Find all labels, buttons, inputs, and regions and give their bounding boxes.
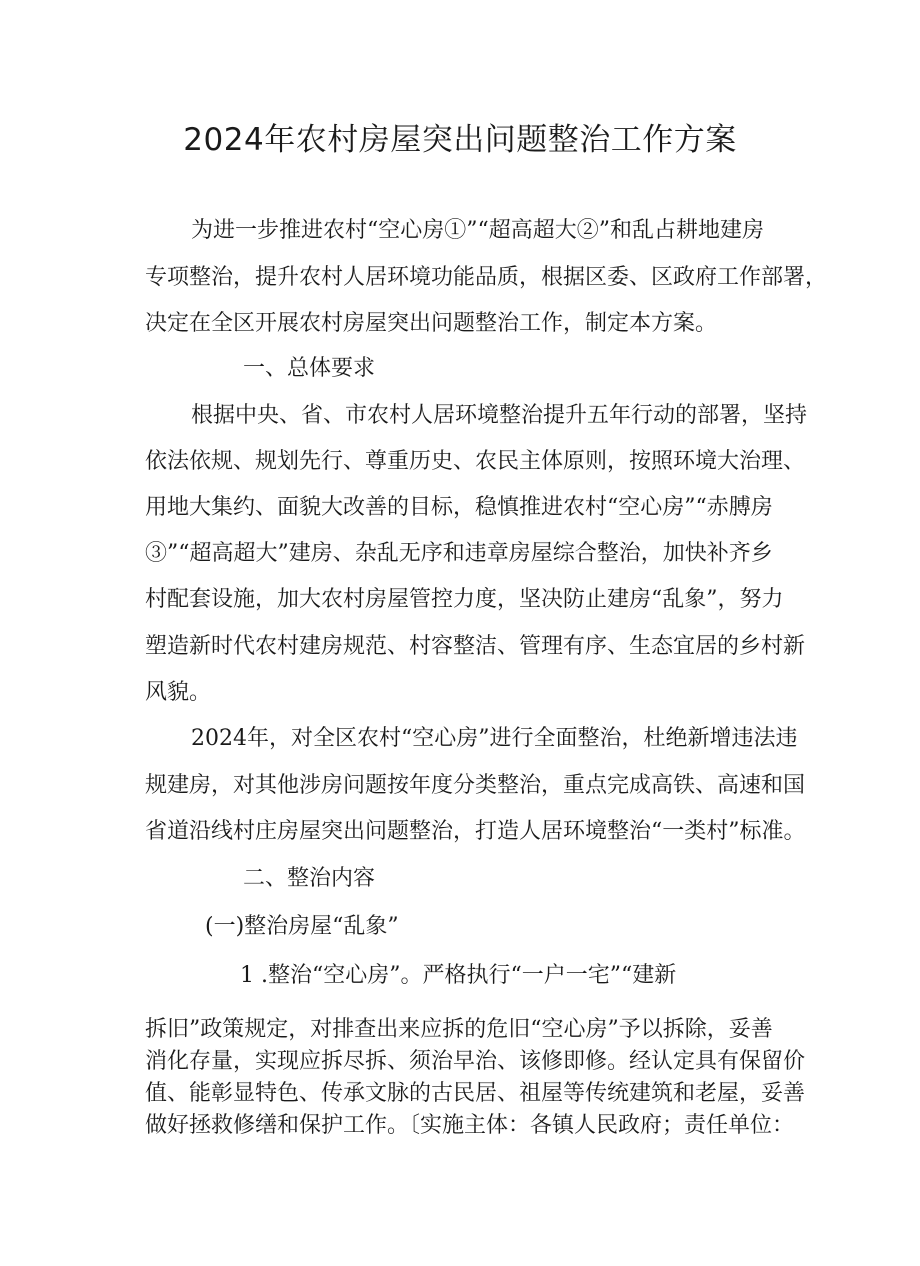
section-1-para-2-line-3: 省道沿线村庄房屋突出问题整治，打造人居环境整治“一类村”标准。 [145, 819, 806, 844]
document-title: 2024年农村房屋突出问题整治工作方案 [183, 122, 737, 158]
section-1-para-2-line-2: 规建房，对其他涉房问题按年度分类整治，重点完成高铁、高速和国 [145, 773, 806, 798]
section-1-para-1-line-4: ③”“超高超大”建房、杂乱无序和违章房屋综合整治，加快补齐乡 [145, 541, 773, 566]
section-1-para-1-line-3: 用地大集约、面貌大改善的目标，稳慎推进农村“空心房”“赤膊房 [145, 495, 773, 520]
section-1-para-1-line-7: 风貌。 [145, 680, 212, 705]
section-1-para-1-line-1: 根据中央、省、市农村人居环境整治提升五年行动的部署，坚持 [191, 403, 808, 428]
section-1-heading: 一、总体要求 [243, 356, 376, 381]
item-1-heading: 1 .整治“空心房”。严格执行“一户一宅”“建新 [240, 963, 677, 988]
intro-line-2: 专项整治，提升农村人居环境功能品质，根据区委、区政府工作部署， [145, 265, 828, 290]
section-1-para-1-line-2: 依法依规、规划先行、尊重历史、农民主体原则，按照环境大治理、 [145, 449, 806, 474]
intro-line-3: 决定在全区开展农村房屋突出问题整治工作，制定本方案。 [145, 311, 718, 336]
section-1-para-1-line-6: 塑造新时代农村建房规范、村容整洁、管理有序、生态宜居的乡村新 [145, 634, 806, 659]
section-1-para-1-line-5: 村配套设施，加大农村房屋管控力度，坚决防止建房“乱象”，努力 [145, 587, 784, 612]
item-1-body-line-1: 拆旧”政策规定，对排查出来应拆的危旧“空心房”予以拆除，妥善 [145, 1017, 773, 1042]
subsection-1-heading: (一)整治房屋“乱象” [205, 914, 399, 939]
intro-line-1: 为进一步推进农村“空心房①”“超高超大②”和乱占耕地建房 [191, 218, 764, 243]
section-1-para-2-line-1: 2024年，对全区农村“空心房”进行全面整治，杜绝新增违法违 [191, 726, 798, 751]
item-1-body-line-4: 做好拯救修缮和保护工作。〔实施主体：各镇人民政府；责任单位： [145, 1113, 795, 1138]
item-1-body-line-3: 值、能彰显特色、传承文脉的古民居、祖屋等传统建筑和老屋，妥善 [145, 1081, 806, 1106]
section-2-heading: 二、整治内容 [243, 866, 376, 891]
item-1-body-line-2: 消化存量，实现应拆尽拆、须治早治、该修即修。经认定具有保留价 [145, 1049, 806, 1074]
